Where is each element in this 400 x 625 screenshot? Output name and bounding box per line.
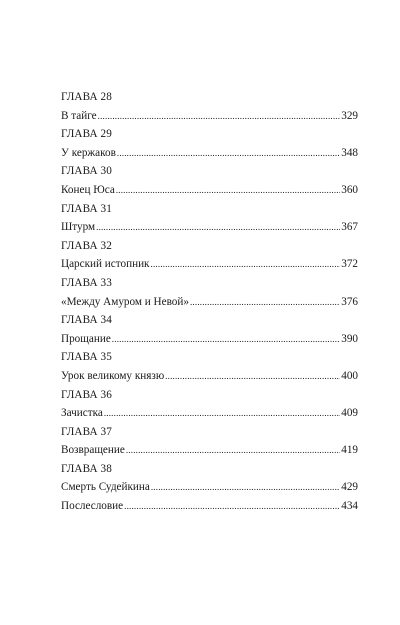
entry-page-number: 409 xyxy=(341,407,358,420)
toc-entry-34 xyxy=(61,330,358,349)
toc-entry-33 xyxy=(61,293,358,312)
dot-leader xyxy=(112,330,340,349)
dot-leader xyxy=(151,478,340,497)
entry-title: Царский истопник xyxy=(61,258,150,271)
dot-leader xyxy=(151,255,341,274)
toc-entry-30 xyxy=(61,181,358,200)
chapter-heading-31: ГЛАВА 31 xyxy=(61,202,112,215)
entry-title: Конец Юса xyxy=(61,183,115,196)
chapter-heading-37: ГЛАВА 37 xyxy=(61,425,112,438)
toc-entry-37 xyxy=(61,441,358,460)
table-of-contents xyxy=(61,88,358,516)
chapter-heading-33: ГЛАВА 33 xyxy=(61,276,112,289)
entry-page-number: 348 xyxy=(341,146,358,159)
entry-page-number: 434 xyxy=(341,500,358,513)
chapter-heading-30: ГЛАВА 30 xyxy=(61,165,112,178)
dot-leader xyxy=(98,107,341,126)
toc-entry-28 xyxy=(61,107,358,126)
chapter-heading-28: ГЛАВА 28 xyxy=(61,91,112,103)
entry-title: Штурм xyxy=(61,221,96,234)
entry-page-number: 360 xyxy=(341,183,358,196)
entry-title: В тайге xyxy=(61,109,97,122)
chapter-heading-38: ГЛАВА 38 xyxy=(61,462,112,475)
entry-page-number: 376 xyxy=(341,295,358,308)
entry-page-number: 390 xyxy=(341,332,358,345)
entry-page-number: 429 xyxy=(341,481,358,494)
entry-page-number: 329 xyxy=(341,109,358,122)
dot-leader xyxy=(124,497,340,516)
toc-entry-36 xyxy=(61,404,358,423)
entry-title: «Между Амуром и Невой» xyxy=(61,295,189,308)
dot-leader xyxy=(117,144,340,163)
entry-title: Прощание xyxy=(61,332,111,345)
entry-page-number: 372 xyxy=(341,258,358,271)
entry-title: Послесловие xyxy=(61,500,124,513)
entry-title: Возвращение xyxy=(61,444,125,457)
entry-title: Смерть Судейкина xyxy=(61,481,150,494)
toc-entry-31 xyxy=(61,218,358,237)
chapter-heading-29: ГЛАВА 29 xyxy=(61,128,112,141)
dot-leader xyxy=(190,293,340,312)
entry-title: Зачистка xyxy=(61,407,103,420)
entry-title: У кержаков xyxy=(61,146,116,159)
dot-leader xyxy=(165,367,340,386)
toc-entry-afterword xyxy=(61,497,358,516)
dot-leader xyxy=(126,441,340,460)
toc-entry-35 xyxy=(61,367,358,386)
dot-leader xyxy=(104,404,340,423)
chapter-heading-32: ГЛАВА 32 xyxy=(61,239,112,252)
dot-leader xyxy=(96,218,340,237)
entry-title: Урок великому князю xyxy=(61,369,165,382)
dot-leader xyxy=(116,181,340,200)
chapter-heading-35: ГЛАВА 35 xyxy=(61,351,112,364)
toc-entry-38 xyxy=(61,478,358,497)
chapter-heading-36: ГЛАВА 36 xyxy=(61,388,112,401)
entry-page-number: 367 xyxy=(341,221,358,234)
toc-entry-29 xyxy=(61,144,358,163)
entry-page-number: 419 xyxy=(341,444,358,457)
entry-page-number: 400 xyxy=(341,369,358,382)
toc-entry-32 xyxy=(61,255,358,274)
chapter-heading-34: ГЛАВА 34 xyxy=(61,314,112,327)
